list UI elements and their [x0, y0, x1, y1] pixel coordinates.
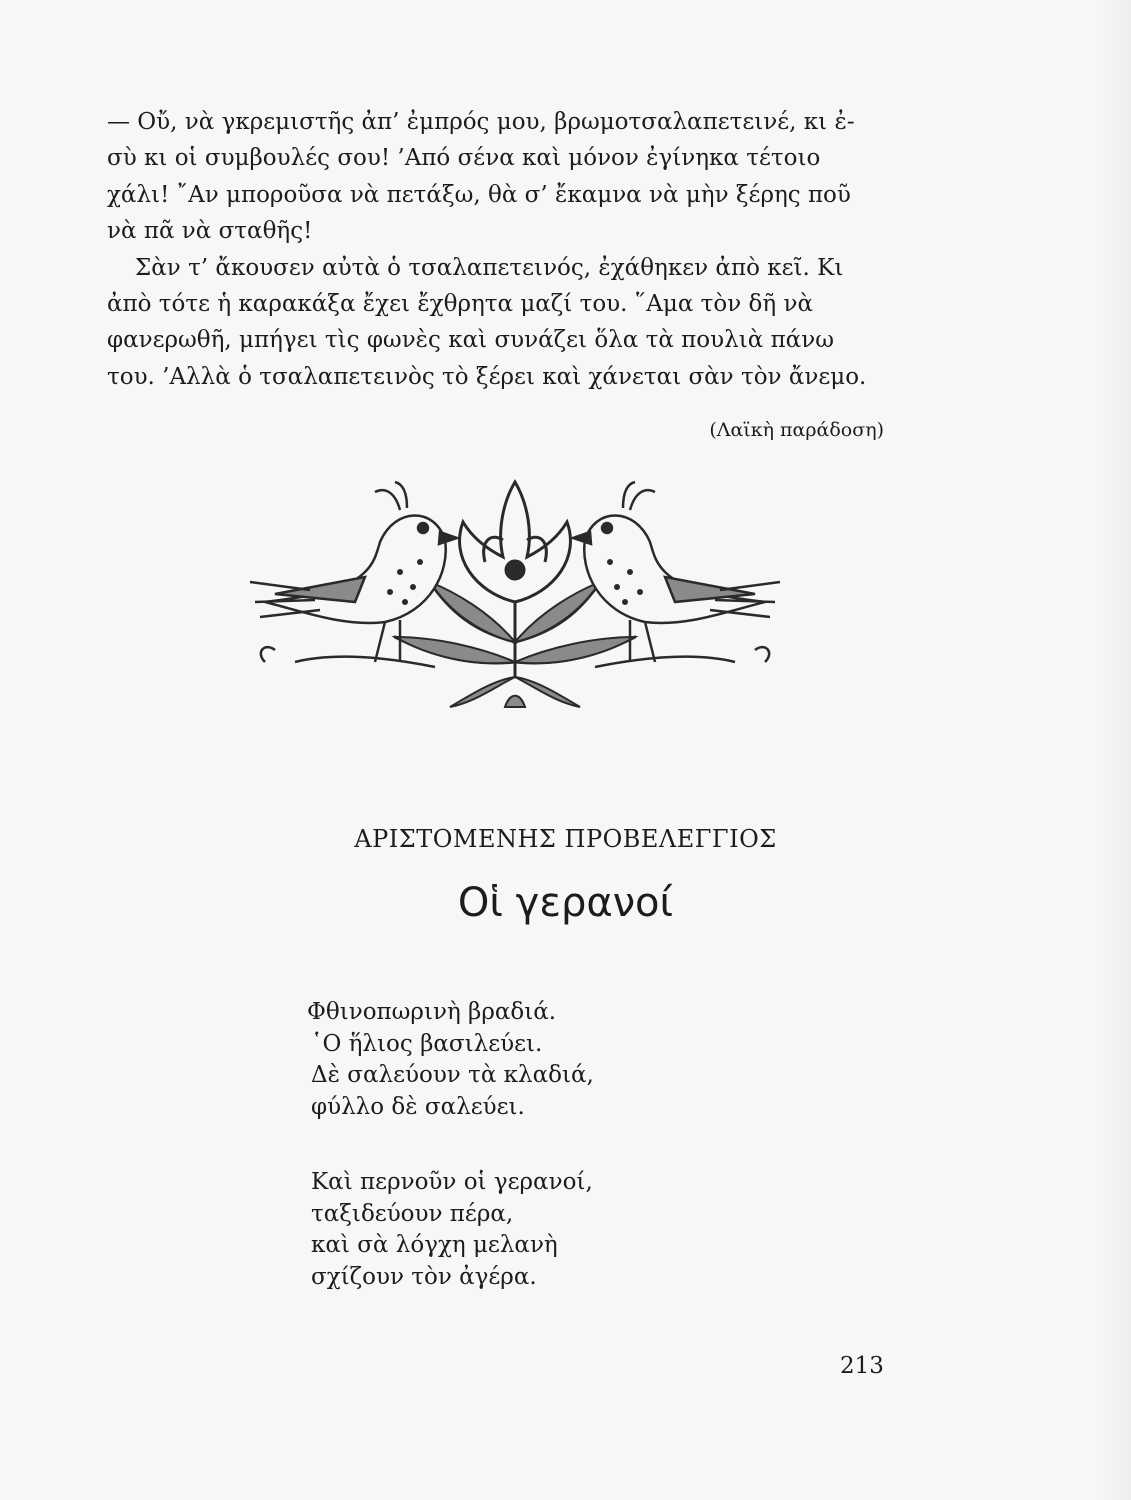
- verse-line: καὶ σὰ λόγχη μελανὴ: [311, 1232, 558, 1258]
- verse-line: ταξιδεύουν πέρα,: [311, 1200, 514, 1227]
- paragraph-1: [107, 104, 894, 250]
- flower-icon: [460, 482, 571, 602]
- text-line: ἀπὸ τότε ἡ καρακάξα ἔχει ἔχθρητα μαζί του. ῞Αμα τὸν δῆ νὰ: [107, 291, 813, 318]
- verse-line: Φθινοπωρινὴ βραδιά.: [307, 999, 557, 1025]
- verse-line: σχίζουν τὸν ἀγέρα.: [311, 1263, 537, 1290]
- page-edge-shadow: [1097, 0, 1131, 1500]
- verse-line: Καὶ περνοῦν οἱ γερανοί,: [311, 1169, 593, 1195]
- stanza-2: [307, 1167, 627, 1293]
- verse-line: ῾Ο ἥλιος βασιλεύει.: [311, 1030, 543, 1057]
- source-attribution: (Λαϊκὴ παράδοση): [709, 419, 884, 441]
- paragraph-2: [107, 250, 894, 396]
- text-line: του. ’Αλλὰ ὁ τσαλαπετεινὸς τὸ ξέρει καὶ χάνεται σὰν τὸν ἄνεμο.: [107, 363, 867, 390]
- verse-line: Δὲ σαλεύουν τὰ κλαδιά,: [311, 1062, 594, 1088]
- verse-line: φύλλο δὲ σαλεύει.: [311, 1093, 525, 1120]
- birds-flower-ornament: [235, 462, 795, 712]
- prose-text: [107, 104, 894, 395]
- page-number: 213: [840, 1353, 884, 1379]
- text-line: σὺ κι οἱ συμβουλές σου! ’Από σένα καὶ μόνον ἐγίνηκα τέτοιο: [107, 145, 821, 172]
- stanza-1: [307, 997, 627, 1123]
- text-line: Σὰν τ’ ἄκουσεν αὐτὰ ὁ τσαλαπετεινός, ἐχάθηκεν ἀπὸ κεῖ. Κι: [135, 254, 844, 281]
- text-line: — Οὔ, νὰ γκρεμιστῆς ἀπ’ ἐμπρός μου, βρωμοτσαλαπετεινέ, κι ἐ-: [107, 109, 855, 135]
- text-line: φανερωθῆ, μπήγει τὶς φωνὲς καὶ συνάζει ὅλα τὰ πουλιὰ πάνω: [107, 327, 834, 354]
- text-line: χάλι! ῎Αν μποροῦσα νὰ πετάξω, θὰ σ’ ἔκαμνα νὰ μὴν ξέρης ποῦ: [107, 181, 851, 208]
- text-line: νὰ πᾶ νὰ σταθῆς!: [107, 218, 313, 245]
- author-name: ΑΡΙΣΤΟΜΕΝΗΣ ΠΡΟΒΕΛΕΓΓΙΟΣ: [354, 825, 777, 853]
- poem-title: Οἱ γερανοί: [457, 880, 674, 926]
